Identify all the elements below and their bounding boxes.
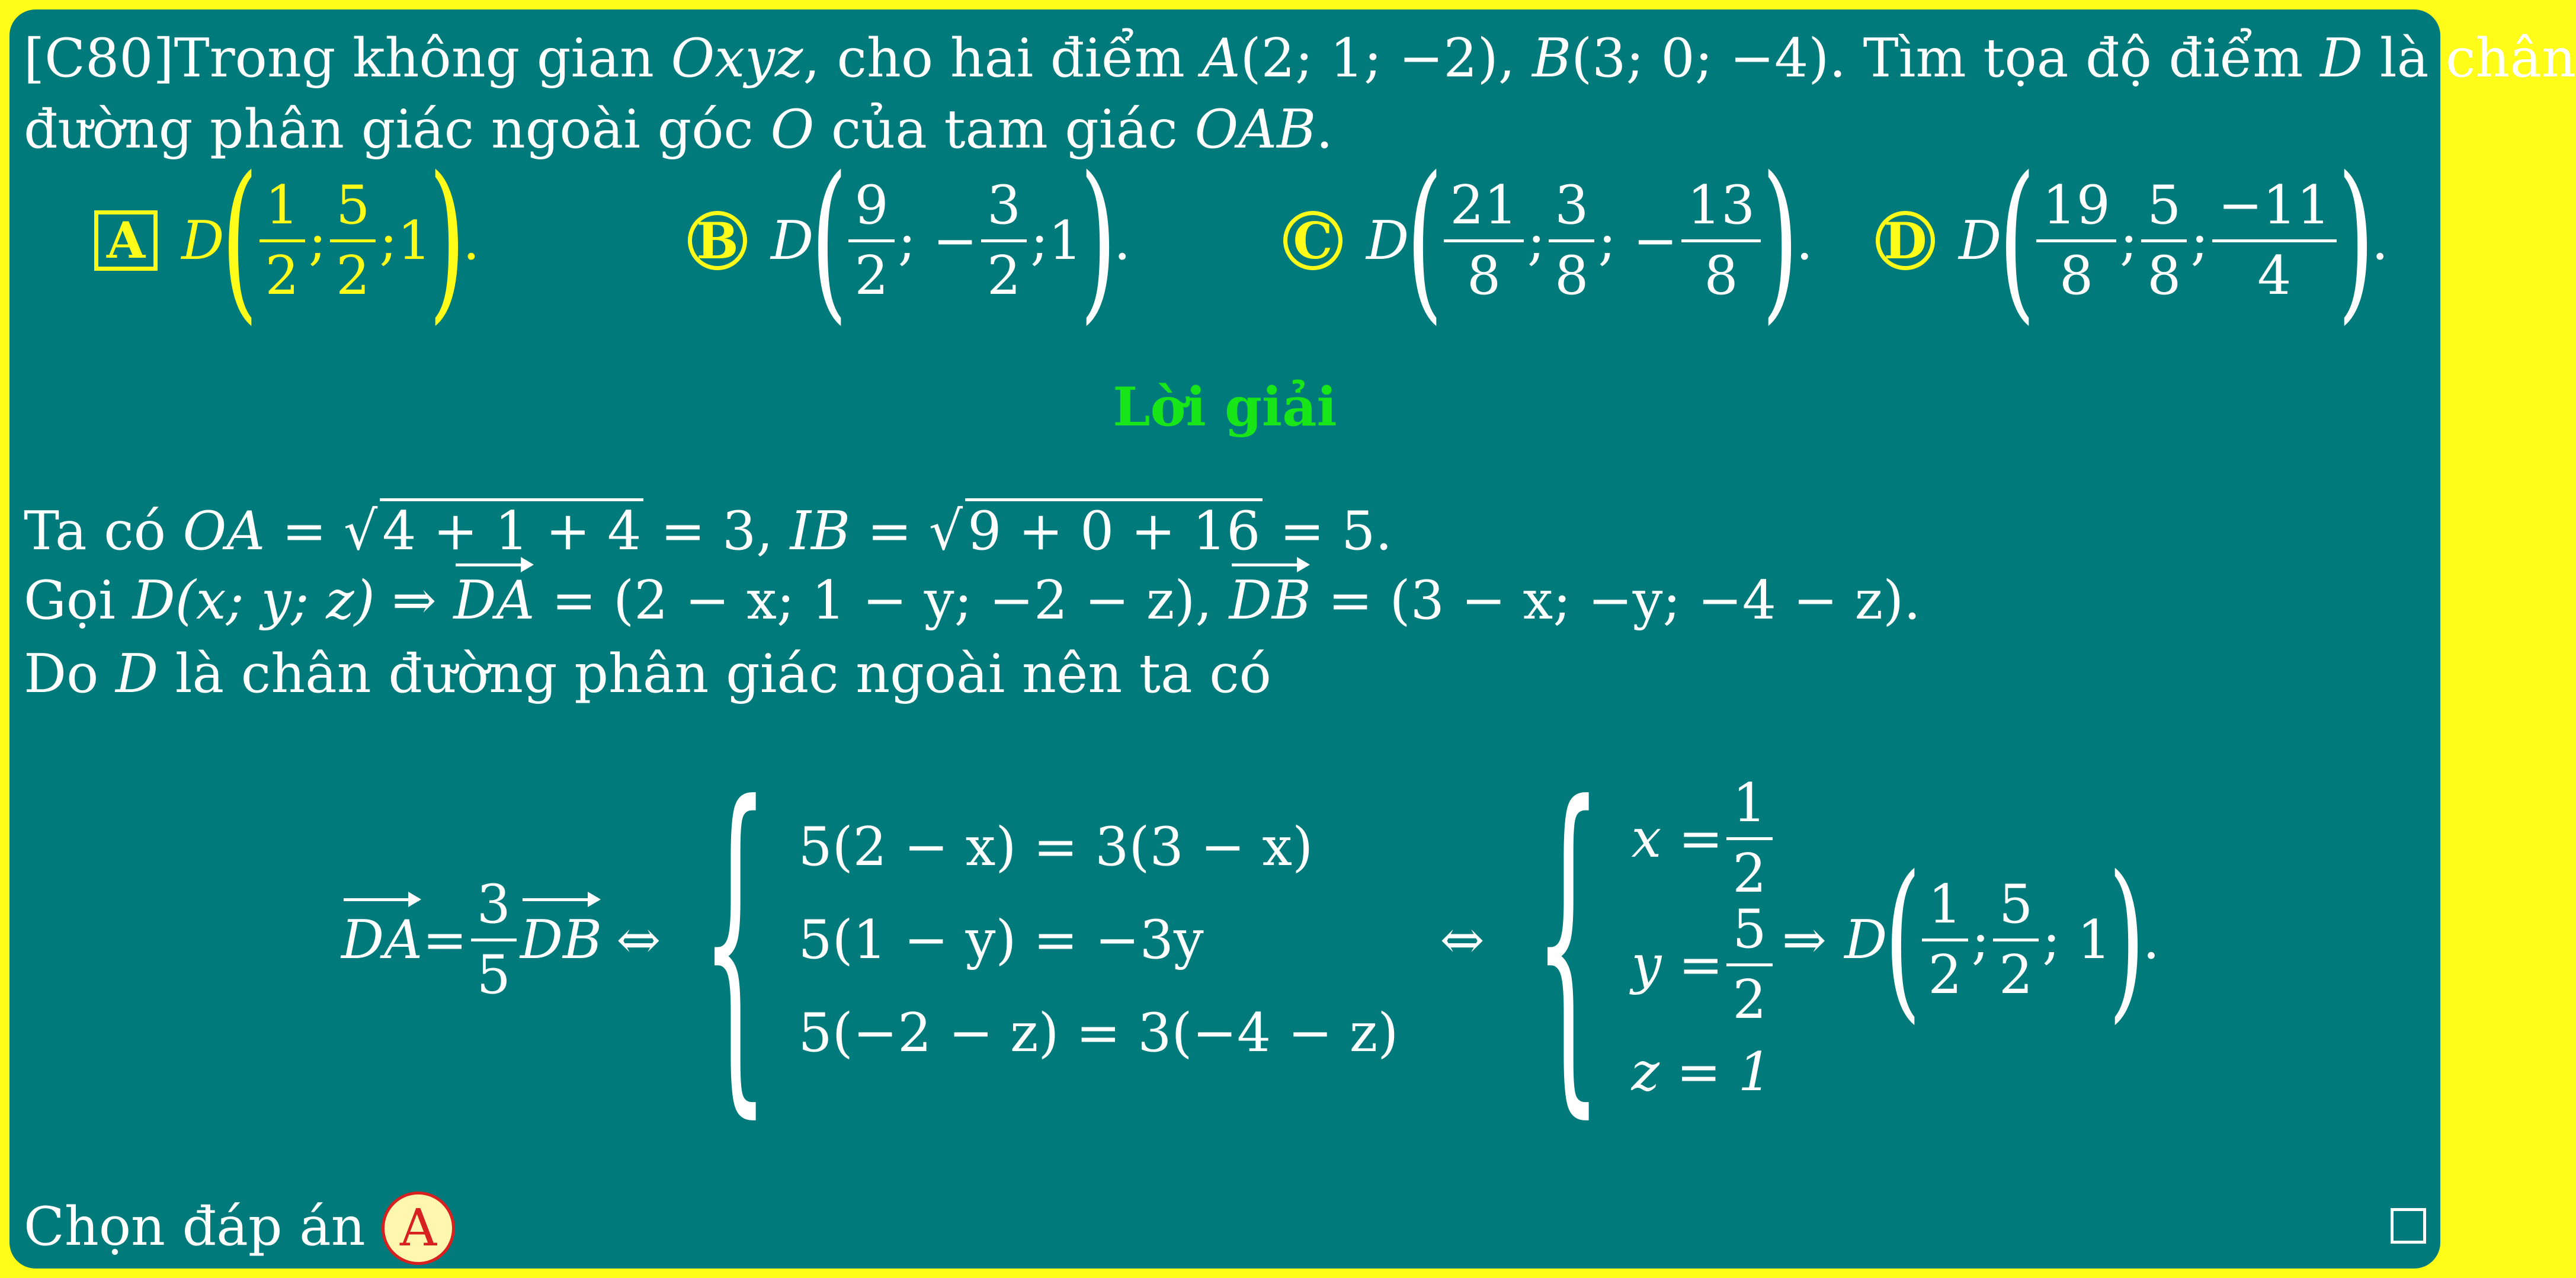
solution-text: = (3 − x; −y; −4 − z). — [1311, 569, 1921, 632]
var-y: y = — [1631, 933, 1723, 996]
paren-left: ( — [810, 140, 848, 340]
iff-arrow: ⇔ — [1440, 908, 1485, 971]
solution-text: Ta có — [24, 500, 183, 562]
fraction — [981, 174, 1027, 307]
separator: ; − — [898, 209, 978, 272]
question-text: là chân — [2363, 27, 2576, 89]
point-a: A — [1202, 27, 1241, 89]
paren-left: ( — [1406, 140, 1443, 340]
system-equation: 5(1 − y) = −3y — [798, 908, 1204, 971]
option-a[interactable] — [94, 140, 480, 340]
option-b[interactable] — [688, 140, 1131, 340]
solution-line-3 — [24, 643, 1271, 705]
denominator: 8 — [2147, 244, 2181, 307]
radicand: 9 + 0 + 16 — [965, 498, 1263, 558]
question-id: [C80] — [24, 27, 174, 89]
fraction — [1444, 174, 1524, 307]
denominator: 2 — [854, 244, 889, 307]
question-text: . — [1316, 98, 1333, 161]
solution-text: Gọi — [24, 569, 133, 632]
solution-text: = 3, — [643, 500, 790, 562]
denominator: 8 — [1466, 244, 1501, 307]
numerator: 5 — [330, 179, 376, 242]
paren-right: ) — [2337, 140, 2375, 340]
paren-right: ) — [1761, 140, 1799, 340]
fraction — [2036, 174, 2116, 307]
system-x — [1631, 771, 1776, 905]
question-text: của tam giác — [814, 98, 1195, 161]
fraction — [1549, 174, 1594, 307]
fraction — [259, 174, 305, 307]
numerator: 3 — [981, 179, 1027, 242]
option-c[interactable] — [1283, 140, 1814, 340]
question-text: . Tìm tọa độ điểm — [1829, 27, 2321, 89]
option-var: D — [1959, 209, 2002, 272]
vertex-o: O — [770, 98, 815, 161]
iff-arrow: ⇔ — [616, 908, 661, 971]
space-name: Oxyz — [671, 27, 803, 89]
denominator: 2 — [336, 244, 370, 307]
system-1 — [798, 816, 1398, 1064]
fraction — [1922, 873, 1968, 1006]
numerator: 1 — [1922, 878, 1968, 941]
problem-card — [9, 9, 2576, 1269]
option-var: D — [771, 209, 814, 272]
question-text: đường phân giác ngoài góc — [24, 98, 771, 161]
numerator: 1 — [259, 179, 305, 242]
denominator: 8 — [2059, 244, 2094, 307]
left-brace: { — [701, 732, 769, 1146]
separator: ; — [1030, 209, 1049, 272]
question-text: Trong không gian — [174, 27, 671, 89]
option-end: . — [1796, 209, 1814, 272]
solution-heading: Lời giải — [1113, 376, 1337, 438]
result-end: . — [2142, 908, 2160, 971]
numerator: 3 — [471, 878, 517, 941]
segment-oa: OA — [182, 500, 265, 562]
option-var: D — [1366, 209, 1409, 272]
result-tail: ; 1 — [2042, 908, 2112, 971]
separator: ; — [308, 209, 327, 272]
option-var: D — [181, 209, 225, 272]
option-end: . — [2371, 209, 2389, 272]
point-b-coords: (3; 0; −4) — [1571, 27, 1830, 89]
equals: = — [422, 908, 467, 971]
numerator: 5 — [1993, 878, 2039, 941]
var-z: z = 1 — [1631, 1040, 1772, 1103]
paren-left: ( — [1884, 840, 1921, 1039]
separator: ; — [1527, 209, 1546, 272]
separator: ; — [2119, 209, 2138, 272]
separator: ; — [379, 209, 398, 272]
option-tail: 1 — [1048, 209, 1082, 272]
numerator: 3 — [1549, 179, 1594, 242]
solution-text: = — [265, 500, 344, 562]
fraction — [848, 174, 894, 307]
point-b: B — [1531, 27, 1572, 89]
numerator: 9 — [848, 179, 894, 242]
option-label-circle: B — [688, 211, 747, 270]
vector-da: DA — [341, 908, 423, 971]
numerator: 5 — [2141, 179, 2187, 242]
system-y — [1631, 898, 1776, 1031]
system-equation: 5(−2 − z) = 3(−4 − z) — [798, 1001, 1399, 1064]
left-brace: { — [1534, 732, 1602, 1146]
option-tail: 1 — [397, 209, 431, 272]
implies-arrow: ⇒ — [1782, 908, 1827, 971]
paren-right: ) — [2108, 840, 2146, 1039]
answer-badge: A — [382, 1191, 455, 1265]
denominator: 8 — [1555, 244, 1589, 307]
point-d: D — [115, 643, 159, 705]
result-var: D — [1844, 908, 1888, 971]
numerator: 5 — [1726, 903, 1772, 966]
system-2 — [1631, 771, 1776, 1103]
paren-right: ) — [428, 140, 466, 340]
denominator: 5 — [476, 943, 511, 1006]
qed-square-icon — [2391, 1208, 2426, 1244]
denominator: 4 — [2257, 244, 2292, 307]
var-x: x = — [1631, 807, 1723, 870]
point-a-coords: (2; 1; −2) — [1240, 27, 1498, 89]
numerator: 1 — [1726, 777, 1772, 840]
paren-left: ( — [221, 140, 259, 340]
choose-answer-text: Chọn đáp án — [24, 1196, 366, 1258]
fraction — [1681, 174, 1761, 307]
solution-text: là chân đường phân giác ngoài nên ta có — [158, 643, 1271, 705]
radicand: 4 + 1 + 4 — [380, 498, 643, 558]
solution-text: = 5. — [1263, 500, 1392, 562]
fraction — [1726, 771, 1772, 905]
implies-arrow: ⇒ — [374, 569, 454, 632]
option-end: . — [463, 209, 480, 272]
numerator: 21 — [1444, 179, 1524, 242]
option-d[interactable] — [1876, 140, 2389, 340]
vector-db: DB — [1229, 569, 1311, 632]
vector-da: DA — [453, 569, 535, 632]
question-text: , cho hai điểm — [803, 27, 1202, 89]
fraction — [2212, 174, 2337, 307]
point-d-coords: D(x; y; z) — [132, 569, 375, 632]
numerator: 19 — [2036, 179, 2116, 242]
separator: ; — [2190, 209, 2209, 272]
denominator: 2 — [1732, 842, 1767, 905]
solution-text: = (2 − x; 1 − y; −2 − z), — [534, 569, 1229, 632]
fraction — [330, 174, 376, 307]
paren-left: ( — [1998, 140, 2036, 340]
point-d: D — [2320, 27, 2363, 89]
denominator: 2 — [986, 244, 1021, 307]
question-line-1: [C80]Trong không gian Oxyz, cho hai điểm A(2; 1; −2), B(3; 0; −4). Tìm tọa độ điểm D là chân — [24, 27, 2576, 89]
denominator: 8 — [1704, 244, 1738, 307]
fraction — [1993, 873, 2039, 1006]
fraction — [1726, 898, 1772, 1031]
display-equation — [341, 732, 2160, 1146]
separator: ; — [1971, 908, 1989, 971]
separator: ; − — [1598, 209, 1678, 272]
solution-line-2 — [24, 569, 1921, 632]
segment-ib: IB — [790, 500, 851, 562]
triangle-name: OAB — [1194, 98, 1316, 161]
option-end: . — [1113, 209, 1131, 272]
vector-db: DB — [520, 908, 603, 971]
solution-line-1: Ta có OA = √4 + 1 + 4 = 3, IB = √9 + 0 + 16 = 5. — [24, 498, 1392, 558]
denominator: 2 — [1732, 968, 1767, 1031]
numerator: −11 — [2212, 179, 2337, 242]
option-label-circle: C — [1283, 211, 1343, 270]
option-label-box: A — [94, 210, 158, 271]
option-label-circle: D — [1876, 211, 1935, 270]
denominator: 2 — [1928, 943, 1962, 1006]
numerator: 13 — [1681, 179, 1761, 242]
denominator: 2 — [265, 244, 299, 307]
system-equation: 5(2 − x) = 3(3 − x) — [798, 815, 1313, 878]
fraction — [471, 873, 517, 1006]
fraction — [2141, 174, 2187, 307]
solution-text: = — [850, 500, 929, 562]
paren-right: ) — [1079, 140, 1117, 340]
question-line-2 — [24, 98, 1333, 161]
denominator: 2 — [1998, 943, 2033, 1006]
solution-text: Do — [24, 643, 116, 705]
